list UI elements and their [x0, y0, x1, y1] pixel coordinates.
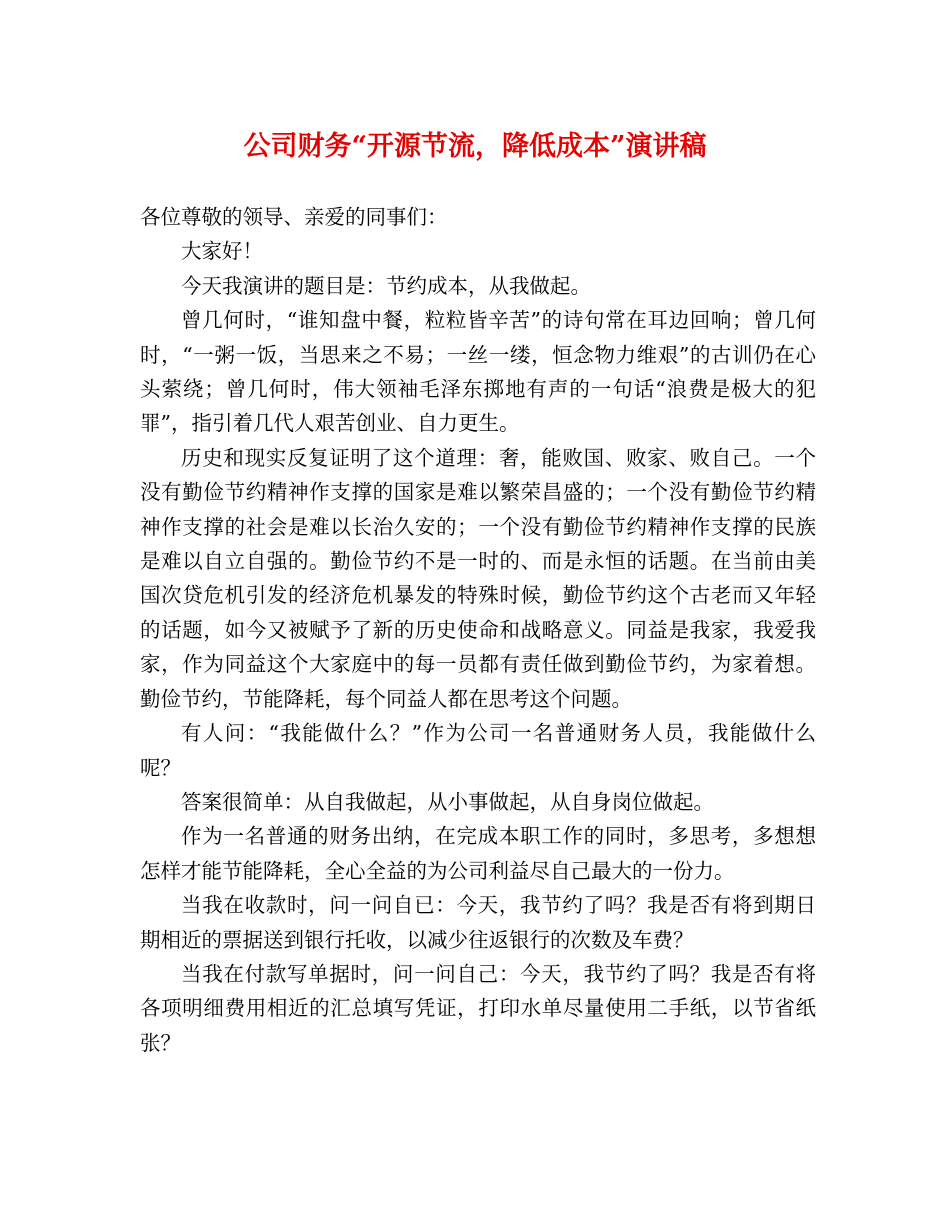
body-paragraph: 答案很简单：从自我做起，从小事做起，从自身岗位做起。 — [181, 789, 714, 814]
body-paragraph: 历史和现实反复证明了这个道理：奢，能败国、败家、败自己。一个没有勤俭节约精神作支撑的国家是难以繁荣昌盛的；一个没有勤俭节约精神作支撑的社会是难以长治久安的；一个没有勤俭节约精神作支撑的民族是难以自立自强的。勤俭节约不是一时的、而是永恒的话题。在当前由美国次贷危机引发的经济危机暴发的特殊时候，勤俭节约这个古老而又年轻的话题，如今又被赋予了新的历史使命和战略意义。同益是我家，我爱我家，作为同益这个大家庭中的每一员都有责任做到勤俭节约，为家着想。勤俭节约，节能降耗，每个同益人都在思考这个问题。 — [140, 445, 816, 711]
body-paragraph: 当我在付款写单据时，问一问自己：今天，我节约了吗？我是否有将各项明细费用相近的汇总填写凭证，打印水单尽量使用二手纸，以节省纸张？ — [140, 961, 816, 1055]
topic-paragraph: 今天我演讲的题目是：节约成本，从我做起。 — [181, 273, 591, 298]
salutation: 各位尊敬的领导、亲爱的同事们： — [140, 205, 448, 229]
document-body — [140, 200, 816, 1060]
document-title: 公司财务“开源节流，降低成本”演讲稿 — [243, 131, 707, 162]
body-paragraph: 作为一名普通的财务出纳，在完成本职工作的同时，多思考，多想想怎样才能节能降耗，全心全益的为公司利益尽自己最大的一份力。 — [140, 824, 816, 883]
body-paragraph: 有人问：“我能做什么？”作为公司一名普通财务人员，我能做什么呢？ — [140, 721, 816, 780]
body-paragraph: 曾几何时，“谁知盘中餐，粒粒皆辛苦”的诗句常在耳边回响；曾几何时，“一粥一饭，当思来之不易；一丝一缕，恒念物力维艰”的古训仍在心头萦绕；曾几何时，伟大领袖毛泽东掷地有声的一句话“浪费是极大的犯罪”，指引着几代人艰苦创业、自力更生。 — [140, 308, 816, 436]
body-paragraph: 当我在收款时，问一问自已：今天，我节约了吗？我是否有将到期日期相近的票据送到银行托收，以减少往返银行的次数及车费？ — [140, 893, 816, 952]
greeting-paragraph: 大家好！ — [181, 239, 263, 264]
